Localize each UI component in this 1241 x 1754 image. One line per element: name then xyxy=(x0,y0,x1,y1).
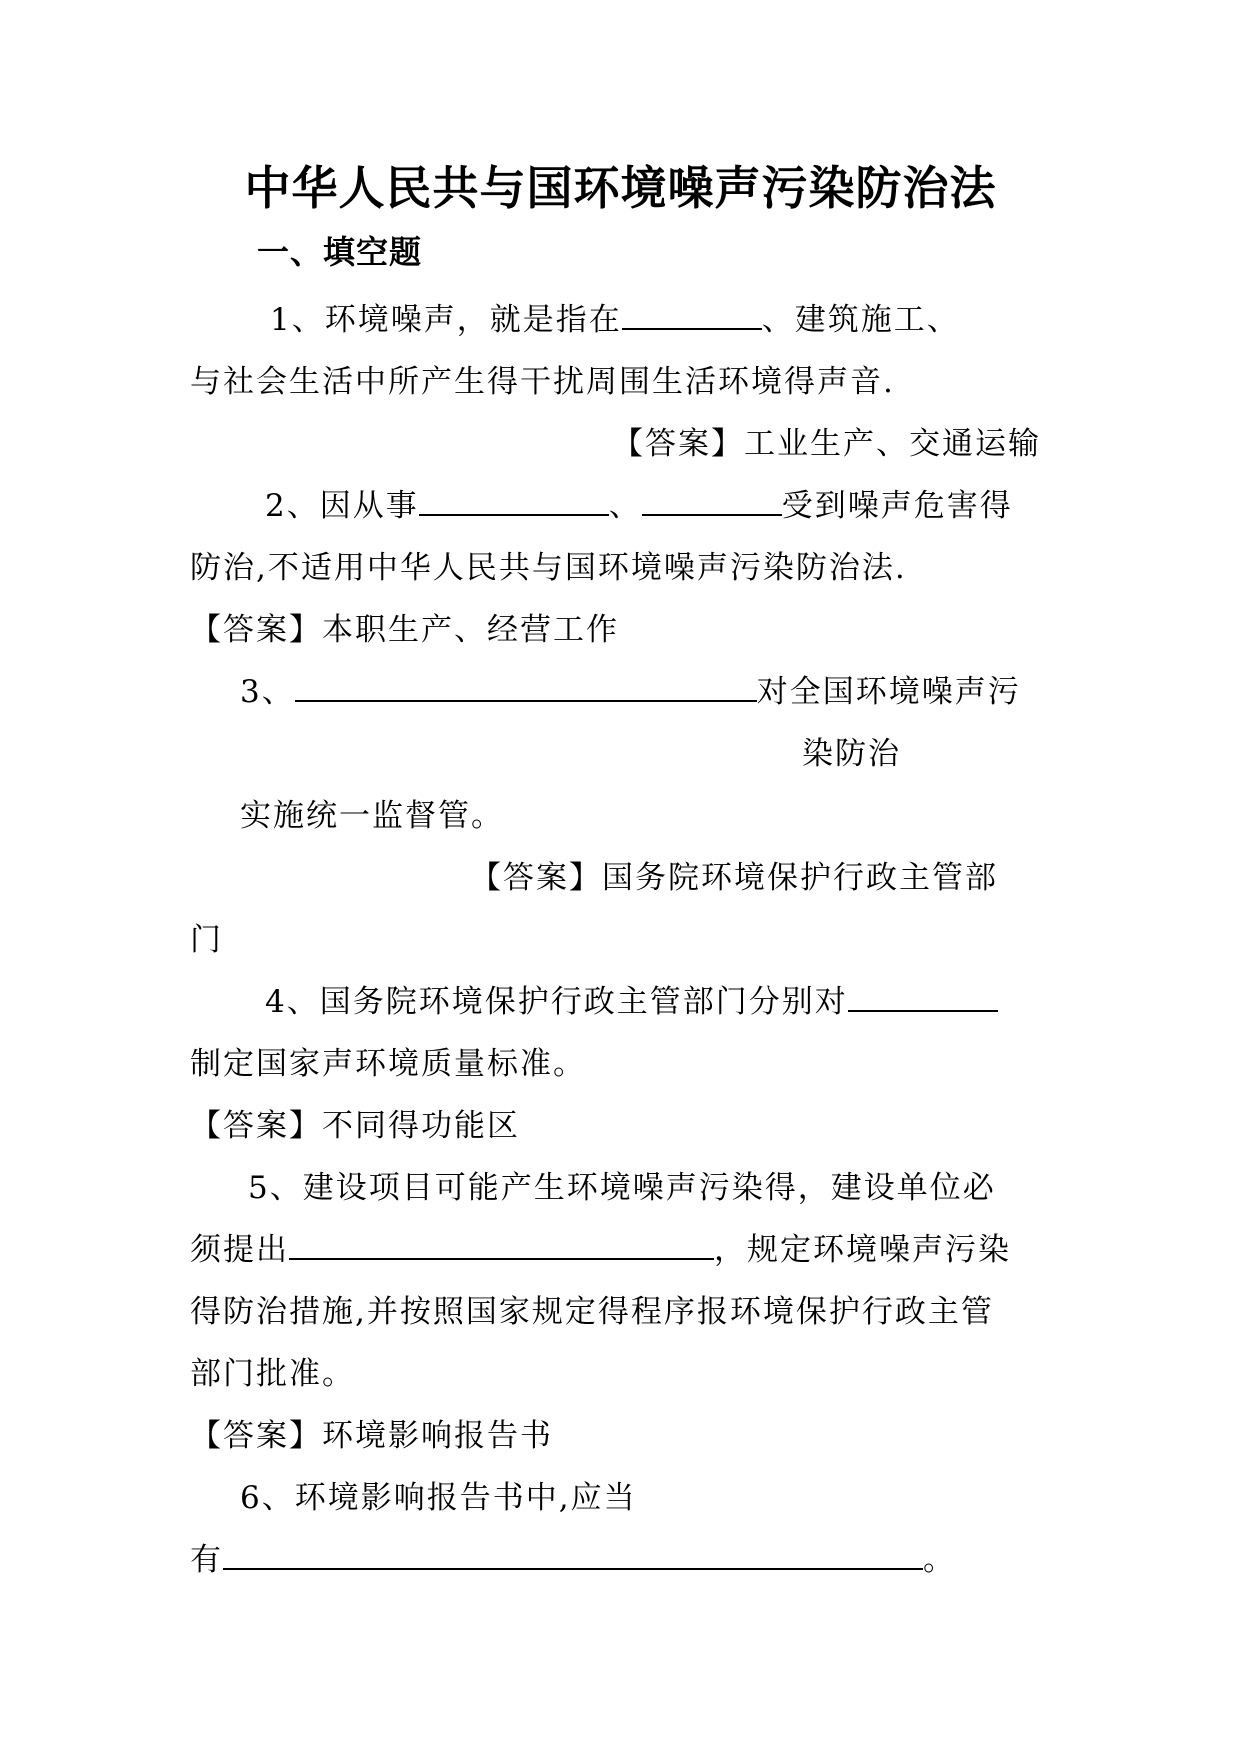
answer-5: 【答案】环境影响报告书 xyxy=(190,1418,553,1454)
question-2-separator: 、 xyxy=(608,488,642,524)
question-1-line-2: 与社会生活中所产生得干扰周围生活环境得声音. xyxy=(190,364,895,400)
question-5-line-3: 得防治措施,并按照国家规定得程序报环境保护行政主管 xyxy=(190,1294,994,1330)
question-5-text: 须提出 xyxy=(190,1232,289,1268)
blank-5 xyxy=(289,1230,714,1260)
question-4-line-1 xyxy=(265,982,998,1022)
question-2-text: 2、因从事 xyxy=(265,488,419,524)
question-5-line-2 xyxy=(190,1230,1011,1270)
question-2-text-after: 受到噪声危害得 xyxy=(781,488,1013,524)
question-2-line-2: 防治,不适用中华人民共与国环境噪声污染防治法. xyxy=(190,550,907,586)
question-3-line-3: 实施统一监督管。 xyxy=(240,798,504,834)
question-6-line-1: 6、环境影响报告书中,应当 xyxy=(240,1480,637,1516)
answer-3: 【答案】国务院环境保护行政主管部 xyxy=(470,860,998,896)
question-2-line-1 xyxy=(265,486,1013,526)
question-6-text-after: 。 xyxy=(923,1542,956,1578)
question-3-line-1 xyxy=(240,672,1021,712)
answer-1: 【答案】工业生产、交通运输 xyxy=(612,426,1041,462)
question-1-line-1 xyxy=(270,300,960,340)
question-1-text: 1、环境噪声，就是指在 xyxy=(270,302,622,338)
question-1-text-after: 、建筑施工、 xyxy=(761,302,960,338)
question-4-line-2: 制定国家声环境质量标准。 xyxy=(190,1046,586,1082)
question-6-line-2 xyxy=(190,1540,956,1580)
blank-2a xyxy=(419,486,609,516)
section-heading: 一、填空题 xyxy=(257,233,423,271)
blank-2b xyxy=(642,486,782,516)
question-5-line-4: 部门批准。 xyxy=(190,1356,355,1392)
blank-4 xyxy=(848,982,998,1012)
question-3-number: 3、 xyxy=(240,674,295,710)
question-4-text: 4、国务院环境保护行政主管部门分别对 xyxy=(265,984,848,1020)
answer-2: 【答案】本职生产、经营工作 xyxy=(190,612,619,648)
question-5-line-1: 5、建设项目可能产生环境噪声污染得，建设单位必 xyxy=(248,1170,996,1206)
answer-3-wrap: 门 xyxy=(190,922,223,958)
blank-3 xyxy=(295,672,757,702)
question-3-line-2: 染防治 xyxy=(802,736,901,772)
question-6-text: 有 xyxy=(190,1542,223,1578)
blank-6 xyxy=(223,1540,923,1570)
answer-4: 【答案】不同得功能区 xyxy=(190,1108,520,1144)
document-title: 中华人民共与国环境噪声污染防治法 xyxy=(244,161,997,215)
question-5-text-after: ，规定环境噪声污染 xyxy=(714,1232,1011,1268)
blank-1 xyxy=(622,300,762,330)
question-3-text-after: 对全国环境噪声污 xyxy=(756,674,1021,710)
